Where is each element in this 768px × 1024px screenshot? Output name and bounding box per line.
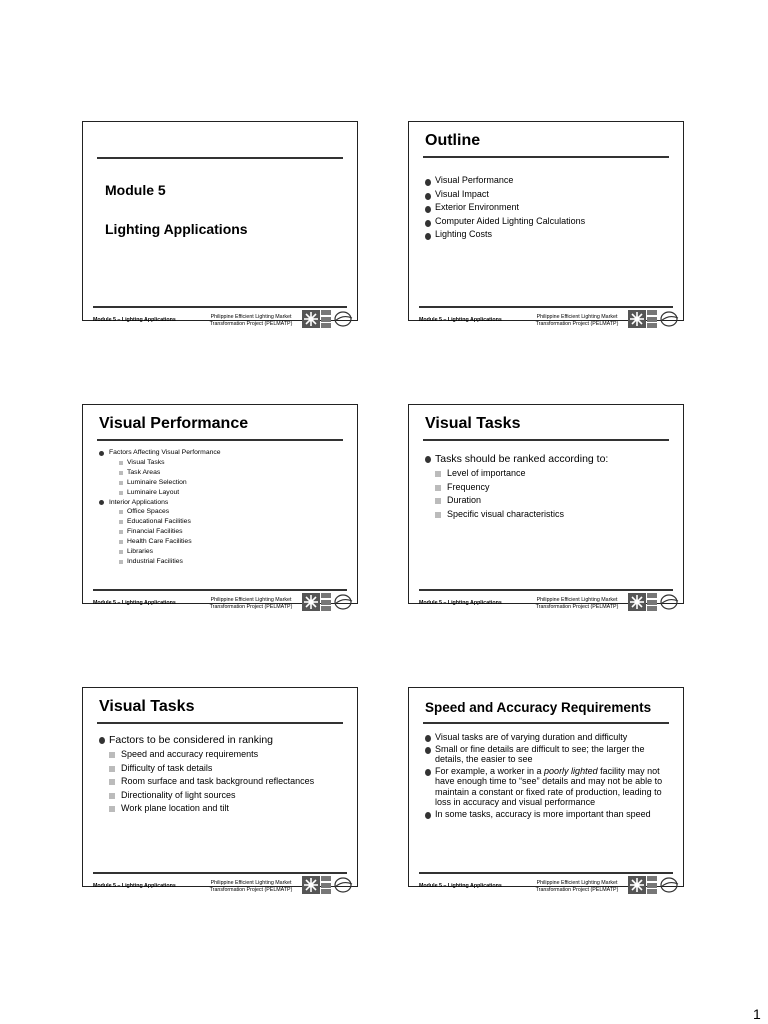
list-subitem: Work plane location and tilt <box>99 802 345 816</box>
list-item: Interior Applications <box>99 498 345 508</box>
list-subitem: Difficulty of task details <box>99 762 345 776</box>
list-subitem: Visual Tasks <box>99 458 345 468</box>
slide-title: Visual Performance <box>99 415 249 432</box>
list-item: Visual tasks are of varying duration and difficulty <box>425 732 671 743</box>
list-subitem: Directionality of light sources <box>99 789 345 803</box>
sub-bullet-icon <box>119 471 123 475</box>
footer-project-label: Philippine Efficient Lighting Market Transformation Project (PELMATP) <box>535 880 619 893</box>
footer-rule <box>93 589 347 591</box>
sub-bullet-icon <box>109 752 115 758</box>
bullet-icon <box>425 179 431 186</box>
list-subitem: Industrial Facilities <box>99 557 345 567</box>
list-subitem: Libraries <box>99 547 345 557</box>
un-logo-icon <box>647 593 657 611</box>
footer-module-label: Module 5 – Lighting Applications <box>93 600 176 606</box>
footer-module-label: Module 5 – Lighting Applications <box>419 600 502 606</box>
globe-logo-icon <box>659 310 679 328</box>
un-logo-icon <box>321 310 331 328</box>
sub-bullet-icon <box>109 779 115 785</box>
sub-bullet-icon <box>109 766 115 772</box>
footer-rule <box>93 306 347 308</box>
bullet-icon <box>425 456 431 463</box>
title-rule <box>97 439 343 441</box>
sub-bullet-icon <box>435 485 441 491</box>
slide-title: Outline <box>425 132 481 149</box>
list-subitem: Room surface and task background reflectances <box>99 775 345 789</box>
list-subitem: Luminaire Layout <box>99 488 345 498</box>
speed-accuracy-list <box>425 732 671 820</box>
slide-visual-tasks-factors <box>82 687 358 893</box>
globe-logo-icon <box>333 876 353 894</box>
list-subitem: Financial Facilities <box>99 527 345 537</box>
sub-bullet-icon <box>109 806 115 812</box>
title-rule <box>423 722 669 724</box>
slide-title: Visual Tasks <box>425 415 521 432</box>
bullet-icon <box>425 220 431 227</box>
list-subitem: Specific visual characteristics <box>425 508 671 522</box>
sun-logo-icon <box>302 310 320 328</box>
list-item: Visual Impact <box>425 188 671 202</box>
list-subitem: Frequency <box>425 481 671 495</box>
bullet-icon <box>99 451 104 456</box>
globe-logo-icon <box>659 876 679 894</box>
sub-bullet-icon <box>435 498 441 504</box>
sub-bullet-icon <box>435 471 441 477</box>
bullet-icon <box>425 735 431 742</box>
bullet-icon <box>425 747 431 754</box>
list-subitem: Speed and accuracy requirements <box>99 748 345 762</box>
list-subitem: Level of importance <box>425 467 671 481</box>
un-logo-icon <box>647 876 657 894</box>
footer-module-label: Module 5 – Lighting Applications <box>93 317 176 323</box>
sub-bullet-icon <box>119 510 123 514</box>
un-logo-icon <box>321 876 331 894</box>
list-item: Computer Aided Lighting Calculations <box>425 215 671 229</box>
footer-project-label: Philippine Efficient Lighting Market Transformation Project (PELMATP) <box>209 314 293 327</box>
list-item: For example, a worker in a poorly lighted facility may not have enough time to “see” details and may not be able to maintain a constant or fixed rate of production, leading to loss in accuracy and visual performance <box>425 766 671 808</box>
footer-project-label: Philippine Efficient Lighting Market Transformation Project (PELMATP) <box>209 880 293 893</box>
footer-module-label: Module 5 – Lighting Applications <box>419 883 502 889</box>
globe-logo-icon <box>333 310 353 328</box>
sun-logo-icon <box>302 593 320 611</box>
sun-logo-icon <box>628 593 646 611</box>
title-rule <box>97 722 343 724</box>
module-subtitle: Lighting Applications <box>105 221 248 237</box>
bullet-icon <box>99 737 105 744</box>
sub-bullet-icon <box>119 550 123 554</box>
slide-title: Speed and Accuracy Requirements <box>425 700 652 715</box>
list-subitem: Office Spaces <box>99 507 345 517</box>
list-item: Small or fine details are difficult to see; the larger the details, the easier to see <box>425 744 671 765</box>
bullet-icon <box>425 769 431 776</box>
footer-rule <box>419 306 673 308</box>
un-logo-icon <box>321 593 331 611</box>
footer-rule <box>419 589 673 591</box>
un-logo-icon <box>647 310 657 328</box>
title-rule <box>423 156 669 158</box>
globe-logo-icon <box>333 593 353 611</box>
list-subitem: Task Areas <box>99 468 345 478</box>
footer-module-label: Module 5 – Lighting Applications <box>93 883 176 889</box>
slide-title: Visual Tasks <box>99 698 195 715</box>
list-item: Factors to be considered in ranking <box>99 732 345 748</box>
list-item: Factors Affecting Visual Performance <box>99 448 345 458</box>
list-subitem: Duration <box>425 494 671 508</box>
list-subitem: Educational Facilities <box>99 517 345 527</box>
page-number: 1 <box>753 1006 761 1022</box>
list-item: Exterior Environment <box>425 201 671 215</box>
list-item: In some tasks, accuracy is more important than speed <box>425 809 671 820</box>
sub-bullet-icon <box>119 530 123 534</box>
list-item: Lighting Costs <box>425 228 671 242</box>
sun-logo-icon <box>628 310 646 328</box>
footer-project-label: Philippine Efficient Lighting Market Transformation Project (PELMATP) <box>535 597 619 610</box>
factors-list <box>99 448 345 567</box>
footer-module-label: Module 5 – Lighting Applications <box>419 317 502 323</box>
footer-project-label: Philippine Efficient Lighting Market Transformation Project (PELMATP) <box>535 314 619 327</box>
sun-logo-icon <box>302 876 320 894</box>
slide-speed-accuracy <box>408 687 684 893</box>
globe-logo-icon <box>659 593 679 611</box>
sub-bullet-icon <box>119 560 123 564</box>
factors-ranking-list <box>99 732 345 816</box>
bullet-icon <box>425 206 431 213</box>
sub-bullet-icon <box>119 491 123 495</box>
ranking-list <box>425 451 671 521</box>
sub-bullet-icon <box>109 793 115 799</box>
footer-project-label: Philippine Efficient Lighting Market Transformation Project (PELMATP) <box>209 597 293 610</box>
outline-list <box>425 174 671 242</box>
slide-visual-tasks-ranking <box>408 404 684 610</box>
sub-bullet-icon <box>119 520 123 524</box>
bullet-icon <box>425 233 431 240</box>
list-subitem: Health Care Facilities <box>99 537 345 547</box>
module-title: Module 5 <box>105 182 166 198</box>
slide-outline <box>408 121 684 327</box>
bullet-icon <box>425 812 431 819</box>
sub-bullet-icon <box>435 512 441 518</box>
list-item: Tasks should be ranked according to: <box>425 451 671 467</box>
footer-rule <box>93 872 347 874</box>
sub-bullet-icon <box>119 540 123 544</box>
sub-bullet-icon <box>119 481 123 485</box>
sun-logo-icon <box>628 876 646 894</box>
sub-bullet-icon <box>119 461 123 465</box>
bullet-icon <box>425 193 431 200</box>
title-rule <box>97 157 343 159</box>
footer-rule <box>419 872 673 874</box>
bullet-icon <box>99 500 104 505</box>
list-subitem: Luminaire Selection <box>99 478 345 488</box>
title-rule <box>423 439 669 441</box>
slide-visual-performance <box>82 404 358 610</box>
list-item: Visual Performance <box>425 174 671 188</box>
slide-module-title <box>82 121 358 327</box>
